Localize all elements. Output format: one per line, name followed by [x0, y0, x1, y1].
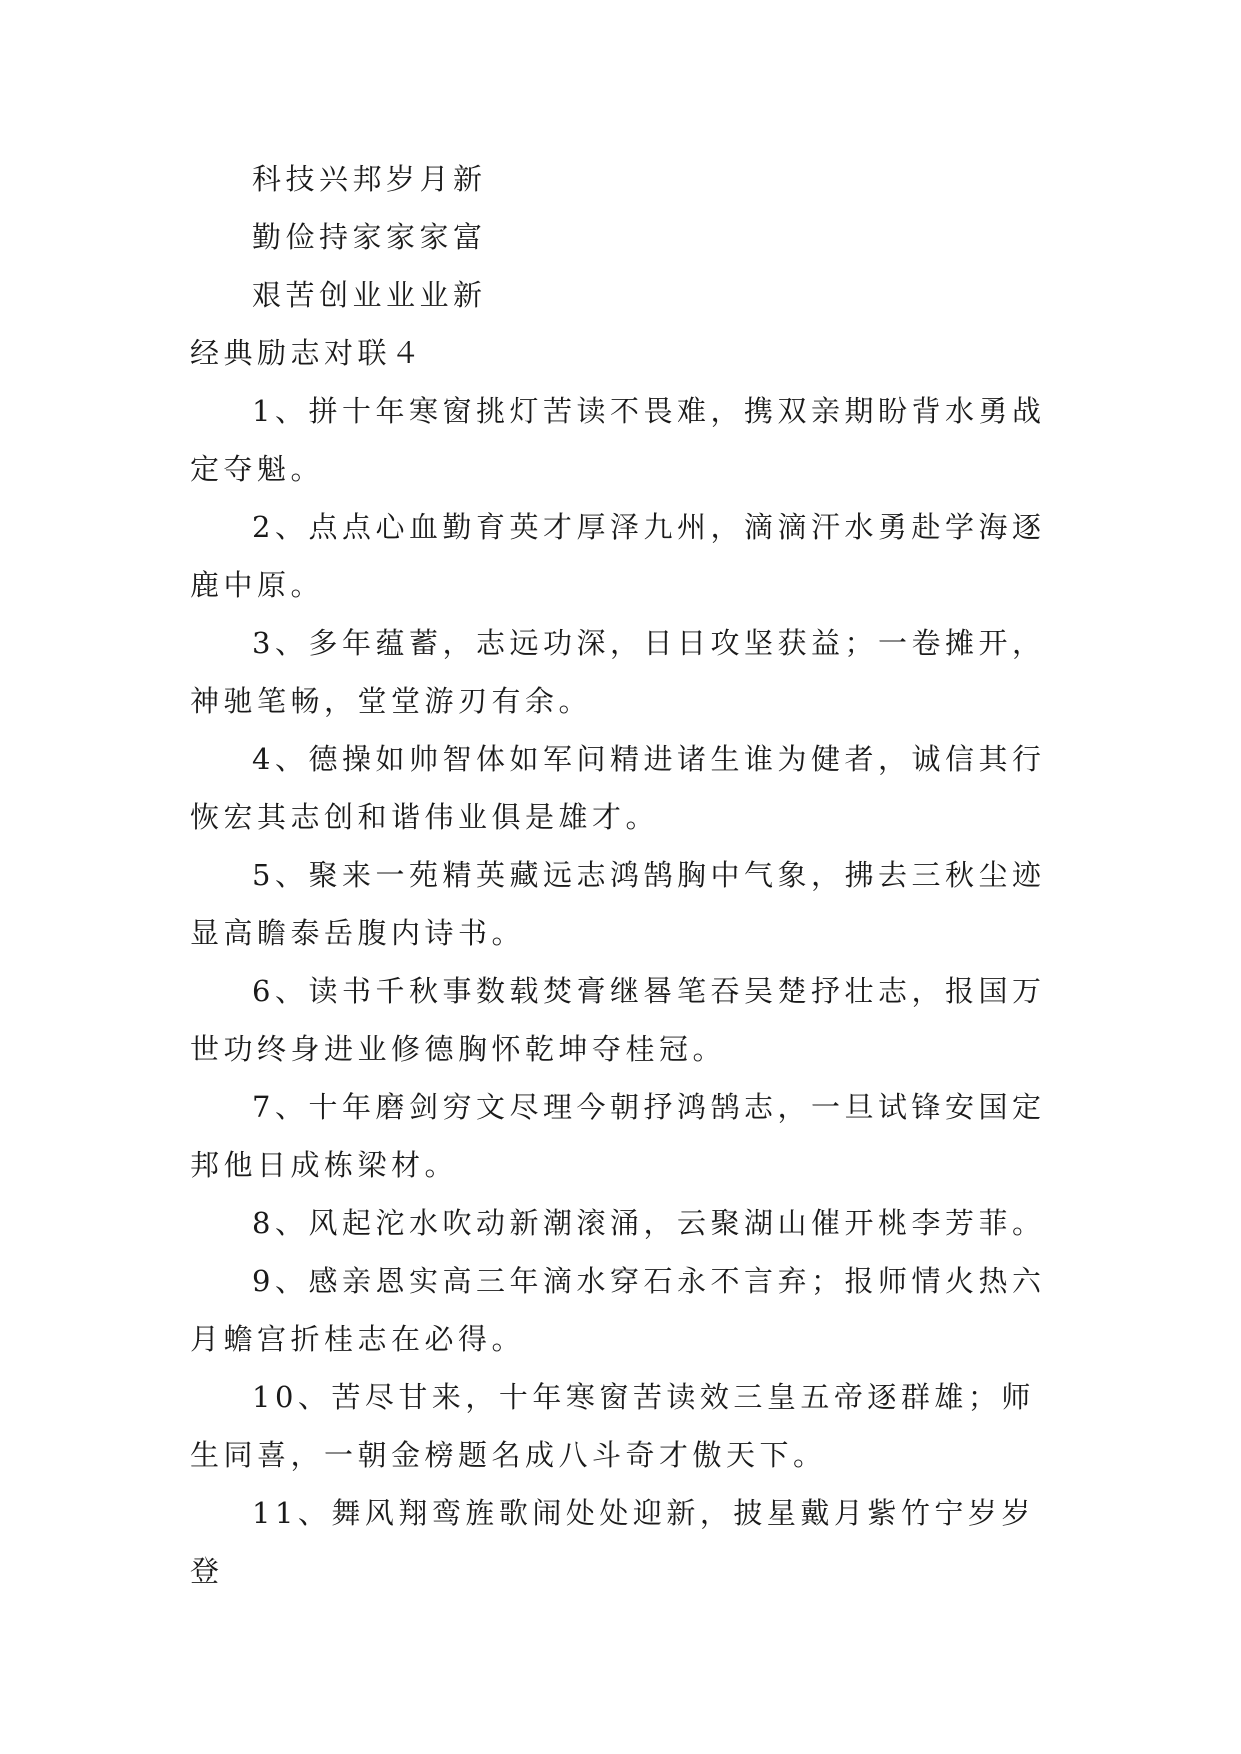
couplet-line: 科技兴邦岁月新	[252, 162, 487, 196]
couplet-item: 9、感亲恩实高三年滴水穿石永不言弃；报师情火热六月蟾宫折桂志在必得。	[190, 1264, 1046, 1356]
couplet-item: 2、点点心血勤育英才厚泽九州，滴滴汗水勇赴学海逐鹿中原。	[190, 510, 1046, 602]
couplet-item: 10、苦尽甘来，十年寒窗苦读效三皇五帝逐群雄；师生同喜，一朝金榜题名成八斗奇才傲天下。	[190, 1380, 1035, 1472]
couplet-line: 艰苦创业业业新	[252, 278, 487, 312]
document-page	[190, 150, 1050, 1600]
couplet-item: 1、拼十年寒窗挑灯苦读不畏难，携双亲期盼背水勇战定夺魁。	[190, 394, 1046, 486]
couplet-item: 3、多年蕴蓄，志远功深，日日攻坚获益；一卷摊开，神驰笔畅，堂堂游刃有余。	[190, 626, 1046, 718]
couplet-item: 5、聚来一苑精英藏远志鸿鹄胸中气象，拂去三秋尘迹显高瞻泰岳腹内诗书。	[190, 858, 1046, 950]
section-heading: 经典励志对联４	[190, 336, 425, 370]
couplet-item: 8、风起沱水吹动新潮滚涌，云聚湖山催开桃李芳菲。	[252, 1206, 1046, 1240]
couplet-item: 6、读书千秋事数载焚膏继晷笔吞吴楚抒壮志，报国万世功终身进业修德胸怀乾坤夺桂冠。	[190, 974, 1046, 1066]
couplet-item: 4、德操如帅智体如军问精进诸生谁为健者，诚信其行恢宏其志创和谐伟业俱是雄才。	[190, 742, 1046, 834]
couplet-line: 勤俭持家家家富	[252, 220, 487, 254]
couplet-item: 7、十年磨剑穷文尽理今朝抒鸿鹄志，一旦试锋安国定邦他日成栋梁材。	[190, 1090, 1046, 1182]
couplet-item: 11、舞风翔鸾旌歌闹处处迎新，披星戴月紫竹宁岁岁登	[190, 1496, 1035, 1588]
